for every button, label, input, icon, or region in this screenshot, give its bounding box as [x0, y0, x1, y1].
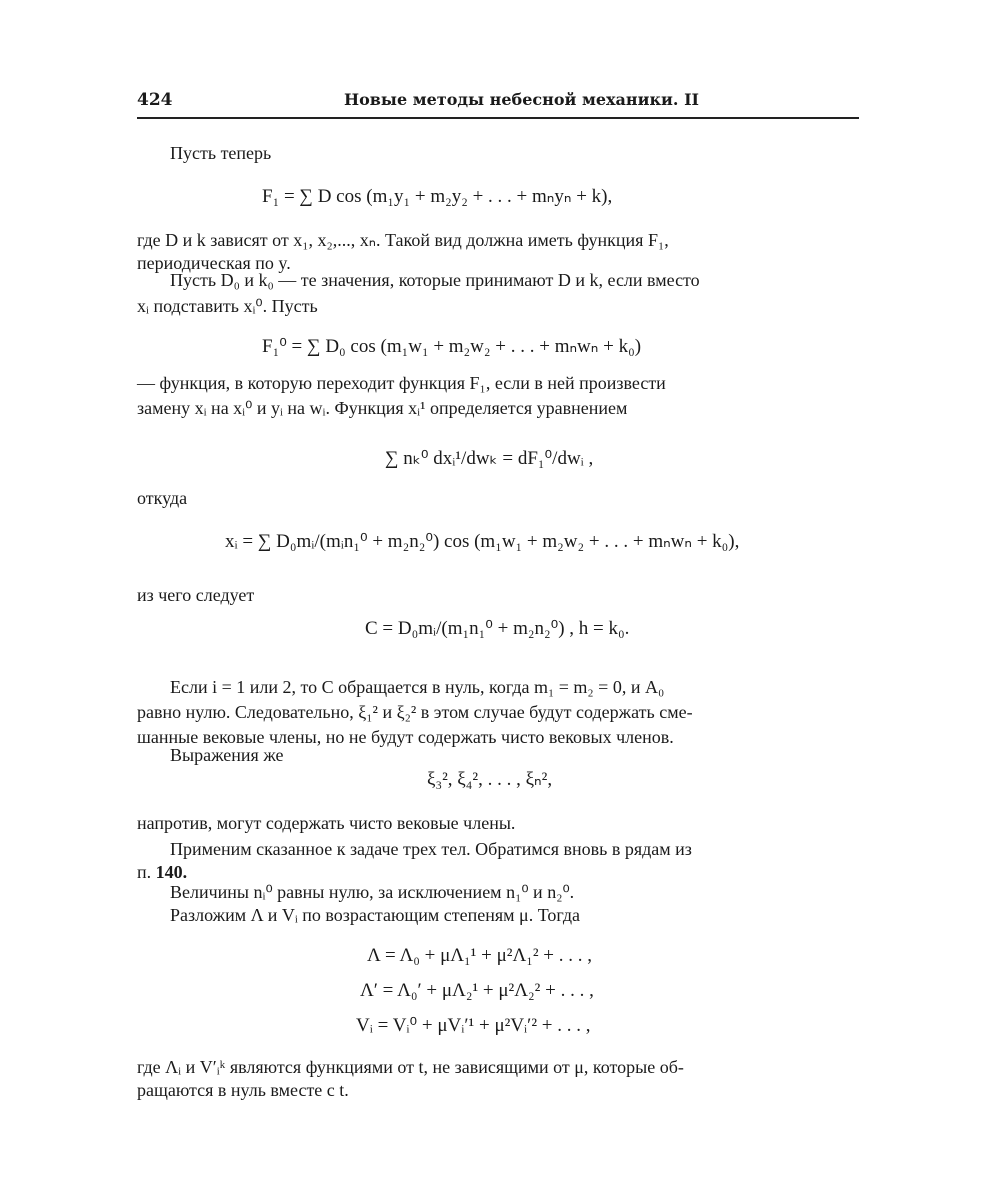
header-rule — [137, 117, 859, 119]
paragraph-line: замену xᵢ на xᵢ⁰ и yᵢ на wᵢ. Функция xᵢ¹ определяется уравнением — [137, 398, 628, 418]
section-reference: 140. — [155, 862, 188, 882]
equation-F1-zero: F₁⁰ = ∑ D₀ cos (m₁w₁ + m₂w₂ + . . . + mₙwₙ + k₀) — [262, 336, 642, 357]
paragraph-line: равно нулю. Следовательно, ξ₁² и ξ₂² в этом случае будут содержать сме- — [137, 702, 693, 722]
paragraph-line: напротив, могут содержать чисто вековые члены. — [137, 813, 516, 833]
paragraph-line: Выражения же — [170, 745, 284, 765]
equation-lambda: Λ = Λ₀ + μΛ₁¹ + μ²Λ₁² + . . . , — [367, 945, 593, 966]
paragraph-line: ращаются в нуль вместе с t. — [137, 1080, 349, 1100]
paragraph-line — [137, 862, 187, 883]
equation-xi: xᵢ = ∑ D₀mᵢ/(mᵢn₁⁰ + m₂n₂⁰) cos (m₁w₁ + m₂w₂ + . . . + mₙwₙ + k₀), — [225, 531, 740, 552]
equation-xi-list: ξ₃², ξ₄², . . . , ξₙ², — [427, 769, 553, 790]
section-prefix: п. — [137, 862, 156, 882]
running-title: Новые методы небесной механики. II — [344, 90, 700, 109]
equation-V: Vᵢ = Vᵢ⁰ + μVᵢ′¹ + μ²Vᵢ′² + . . . , — [356, 1015, 591, 1036]
equation-F1: F₁ = ∑ D cos (m₁y₁ + m₂y₂ + . . . + mₙyₙ + k), — [262, 186, 613, 207]
paragraph-line: шанные вековые члены, но не будут содержать чисто вековых членов. — [137, 727, 674, 747]
paragraph-line: Применим сказанное к задаче трех тел. Обратимся вновь в рядам из — [170, 839, 692, 859]
paragraph-line: Пусть теперь — [170, 143, 272, 163]
paragraph-line: — функция, в которую переходит функция F₁, если в ней произвести — [137, 373, 666, 393]
paragraph-line: Величины nᵢ⁰ равны нулю, за исключением n₁⁰ и n₂⁰. — [170, 882, 575, 902]
equation-lambda-prime: Λ′ = Λ₀′ + μΛ₂¹ + μ²Λ₂² + . . . , — [360, 980, 594, 1001]
paragraph-line: где Λᵢ и V′ᵢᵏ являются функциями от t, не зависящими от μ, которые об- — [137, 1057, 684, 1077]
page-header — [137, 84, 859, 120]
page-number: 424 — [137, 90, 173, 110]
equation-differential: ∑ nₖ⁰ dxᵢ¹/dwₖ = dF₁⁰/dwᵢ , — [385, 448, 594, 469]
paragraph-line: Если i = 1 или 2, то C обращается в нуль, когда m₁ = m₂ = 0, и A₀ — [170, 677, 665, 697]
paragraph-line: где D и k зависят от x₁, x₂,..., xₙ. Такой вид должна иметь функция F₁, — [137, 230, 669, 250]
equation-C: C = D₀mᵢ/(m₁n₁⁰ + m₂n₂⁰) , h = k₀. — [365, 618, 630, 639]
paragraph-line: из чего следует — [137, 585, 255, 605]
paragraph-line: xᵢ подставить xᵢ⁰. Пусть — [137, 296, 318, 316]
paragraph-line: Пусть D₀ и k₀ — те значения, которые принимают D и k, если вместо — [170, 270, 700, 290]
paragraph-line: Разложим Λ и Vᵢ по возрастающим степеням μ. Тогда — [170, 905, 580, 925]
paragraph-line: откуда — [137, 488, 188, 508]
paragraph-line: периодическая по y. — [137, 253, 291, 273]
